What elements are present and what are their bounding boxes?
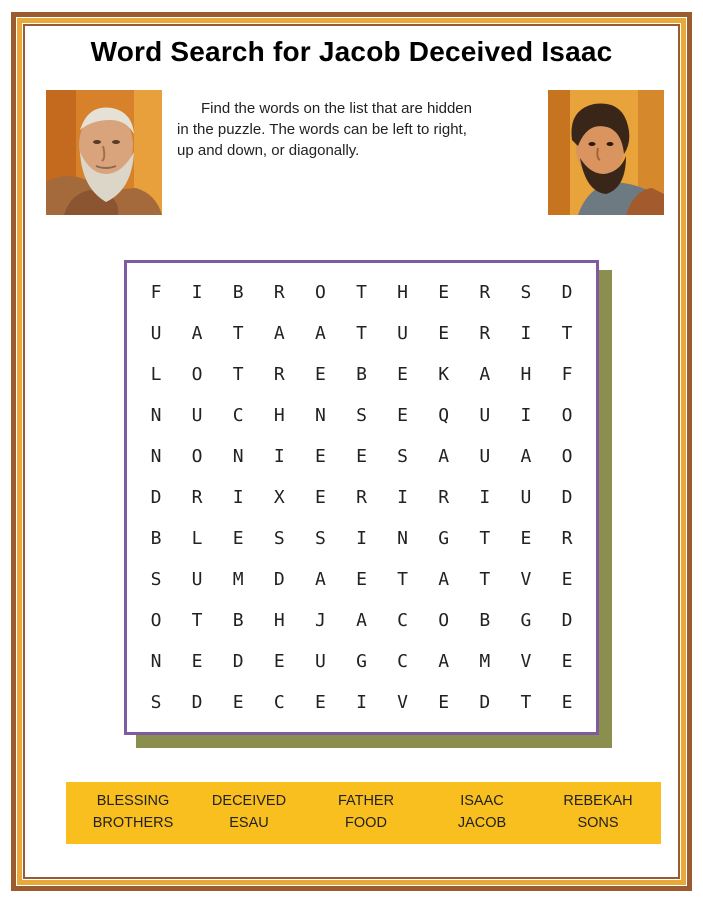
grid-letter: E bbox=[314, 692, 326, 713]
grid-letter: D bbox=[232, 651, 244, 672]
grid-letter: T bbox=[479, 569, 491, 590]
jacob-portrait-image bbox=[548, 90, 664, 215]
grid-letter: E bbox=[520, 528, 532, 549]
grid-letter: R bbox=[273, 282, 285, 303]
word-list-column bbox=[422, 790, 542, 834]
grid-letter: L bbox=[191, 528, 203, 549]
grid-letter: T bbox=[397, 569, 409, 590]
word-list bbox=[66, 782, 661, 844]
word-item: SONS bbox=[577, 815, 619, 831]
grid-letter: H bbox=[397, 282, 409, 303]
grid-letter: A bbox=[438, 446, 450, 467]
grid-letter: A bbox=[479, 364, 491, 385]
word-list-column bbox=[306, 790, 426, 834]
grid-letter: E bbox=[273, 651, 285, 672]
grid-letter: O bbox=[438, 610, 450, 631]
grid-letter: B bbox=[232, 610, 244, 631]
grid-letter: A bbox=[520, 446, 532, 467]
grid-letter: A bbox=[314, 569, 326, 590]
grid-letter: N bbox=[150, 651, 162, 672]
grid-letter: G bbox=[438, 528, 450, 549]
grid-letter: S bbox=[397, 446, 409, 467]
grid-letter: E bbox=[561, 692, 573, 713]
grid-letter: D bbox=[273, 569, 285, 590]
grid-letter: M bbox=[232, 569, 244, 590]
grid-letter: S bbox=[356, 405, 367, 426]
grid-letter: E bbox=[438, 323, 450, 344]
grid-letter: V bbox=[520, 569, 532, 590]
grid-letter: O bbox=[561, 405, 573, 426]
word-item: FATHER bbox=[337, 793, 395, 809]
grid-letter: E bbox=[314, 487, 326, 508]
word-item: JACOB bbox=[457, 815, 507, 831]
grid-letter: L bbox=[150, 364, 162, 385]
grid-letter: A bbox=[191, 323, 203, 344]
grid-letter: D bbox=[561, 282, 573, 303]
grid-letter: E bbox=[561, 651, 573, 672]
grid-letter: E bbox=[232, 528, 244, 549]
grid-letter: E bbox=[356, 446, 367, 467]
grid-letter: D bbox=[191, 692, 203, 713]
grid-letter: N bbox=[232, 446, 244, 467]
grid-letter: O bbox=[191, 364, 203, 385]
grid-letter: I bbox=[273, 446, 285, 467]
grid-letter: E bbox=[191, 651, 203, 672]
grid-letter: C bbox=[397, 610, 409, 631]
grid-letter: S bbox=[150, 569, 162, 590]
instructions-line-2: in the puzzle. The words can be left to right, bbox=[177, 121, 467, 138]
grid-letter: J bbox=[314, 610, 326, 631]
grid-letter: R bbox=[356, 487, 367, 508]
grid-letter: T bbox=[232, 323, 244, 344]
grid-letter: E bbox=[397, 405, 409, 426]
grid-letter: U bbox=[479, 446, 491, 467]
word-list-column bbox=[73, 790, 193, 834]
grid-letter: R bbox=[561, 528, 573, 549]
grid-letter: G bbox=[520, 610, 532, 631]
grid-letter: U bbox=[397, 323, 409, 344]
grid-letter: I bbox=[397, 487, 409, 508]
word-item: FOOD bbox=[345, 815, 387, 831]
grid-letter: D bbox=[561, 487, 573, 508]
word-item: ESAU bbox=[229, 815, 269, 831]
grid-letter: B bbox=[232, 282, 244, 303]
instructions-line-1: Find the words on the list that are hidden bbox=[201, 100, 472, 117]
grid-letter: T bbox=[520, 692, 532, 713]
grid-letter: C bbox=[397, 651, 409, 672]
instructions-text bbox=[177, 98, 537, 161]
grid-letter: N bbox=[314, 405, 326, 426]
grid-letter: D bbox=[561, 610, 573, 631]
grid-letter: I bbox=[356, 528, 367, 549]
grid-letter: T bbox=[191, 610, 203, 631]
grid-letter: H bbox=[273, 405, 285, 426]
grid-letter: V bbox=[520, 651, 532, 672]
grid-letter: U bbox=[479, 405, 491, 426]
grid-letter: T bbox=[232, 364, 244, 385]
grid-letter: U bbox=[191, 569, 203, 590]
grid-letter: T bbox=[479, 528, 491, 549]
grid-letter: Q bbox=[438, 405, 450, 426]
grid-letter: I bbox=[232, 487, 244, 508]
grid-letter: E bbox=[397, 364, 409, 385]
grid-letter: H bbox=[520, 364, 532, 385]
grid-letter: U bbox=[191, 405, 203, 426]
grid-letter: R bbox=[438, 487, 450, 508]
grid-letter: M bbox=[479, 651, 491, 672]
grid-letter: U bbox=[150, 323, 162, 344]
grid-letter: E bbox=[314, 364, 326, 385]
grid-letter: H bbox=[273, 610, 285, 631]
grid-letter: F bbox=[150, 282, 162, 303]
grid-letter: A bbox=[356, 610, 367, 631]
word-item: ISAAC bbox=[460, 793, 504, 809]
grid-letter: T bbox=[356, 282, 367, 303]
word-item: BLESSING bbox=[96, 793, 170, 809]
grid-letter: O bbox=[314, 282, 326, 303]
grid-letter: T bbox=[356, 323, 367, 344]
grid-letter: G bbox=[356, 651, 367, 672]
word-list-column bbox=[538, 790, 658, 834]
grid-letter: B bbox=[479, 610, 491, 631]
grid-letter: R bbox=[191, 487, 203, 508]
grid-letter: I bbox=[191, 282, 203, 303]
word-item: BROTHERS bbox=[92, 815, 174, 831]
grid-letter: E bbox=[356, 569, 367, 590]
word-item: REBEKAH bbox=[563, 793, 633, 809]
word-list-column bbox=[189, 790, 309, 834]
grid-letter: S bbox=[150, 692, 162, 713]
grid-letter: R bbox=[479, 323, 491, 344]
grid-letter: E bbox=[314, 446, 326, 467]
grid-letter: X bbox=[273, 487, 285, 508]
grid-letter: S bbox=[314, 528, 326, 549]
page-title: Word Search for Jacob Deceived Isaac bbox=[90, 36, 613, 67]
word-item: DECEIVED bbox=[211, 793, 287, 809]
grid-letter: D bbox=[150, 487, 162, 508]
grid-letter: E bbox=[438, 692, 450, 713]
grid-letter: S bbox=[520, 282, 532, 303]
instructions-line-3: up and down, or diagonally. bbox=[177, 142, 360, 159]
grid-letter: S bbox=[273, 528, 285, 549]
grid-letter: T bbox=[561, 323, 573, 344]
grid-letter: A bbox=[273, 323, 285, 344]
grid-letter: B bbox=[356, 364, 367, 385]
word-search-grid bbox=[124, 260, 599, 735]
grid-letter: A bbox=[438, 651, 450, 672]
grid-letter: C bbox=[273, 692, 285, 713]
isaac-portrait-image bbox=[46, 90, 162, 215]
grid-letter: R bbox=[273, 364, 285, 385]
grid-letter: O bbox=[191, 446, 203, 467]
grid-letter: N bbox=[397, 528, 409, 549]
grid-letter: E bbox=[561, 569, 573, 590]
grid-letter: R bbox=[479, 282, 491, 303]
grid-letter: K bbox=[438, 364, 450, 385]
grid-letter: N bbox=[150, 405, 162, 426]
grid-letter: U bbox=[314, 651, 326, 672]
grid-letter: I bbox=[520, 323, 532, 344]
grid-letter: D bbox=[479, 692, 491, 713]
grid-letter: F bbox=[561, 364, 573, 385]
grid-letter: A bbox=[438, 569, 450, 590]
grid-letter: I bbox=[479, 487, 491, 508]
grid-letter: N bbox=[150, 446, 162, 467]
grid-letter: A bbox=[314, 323, 326, 344]
grid-letter: E bbox=[438, 282, 450, 303]
grid-letter: U bbox=[520, 487, 532, 508]
grid-letter: I bbox=[520, 405, 532, 426]
grid-letter: C bbox=[232, 405, 244, 426]
grid-letter: O bbox=[561, 446, 573, 467]
grid-letter: E bbox=[232, 692, 244, 713]
grid-letter: O bbox=[150, 610, 162, 631]
grid-letter: B bbox=[150, 528, 162, 549]
grid-letter: V bbox=[397, 692, 409, 713]
grid-letter: I bbox=[356, 692, 367, 713]
